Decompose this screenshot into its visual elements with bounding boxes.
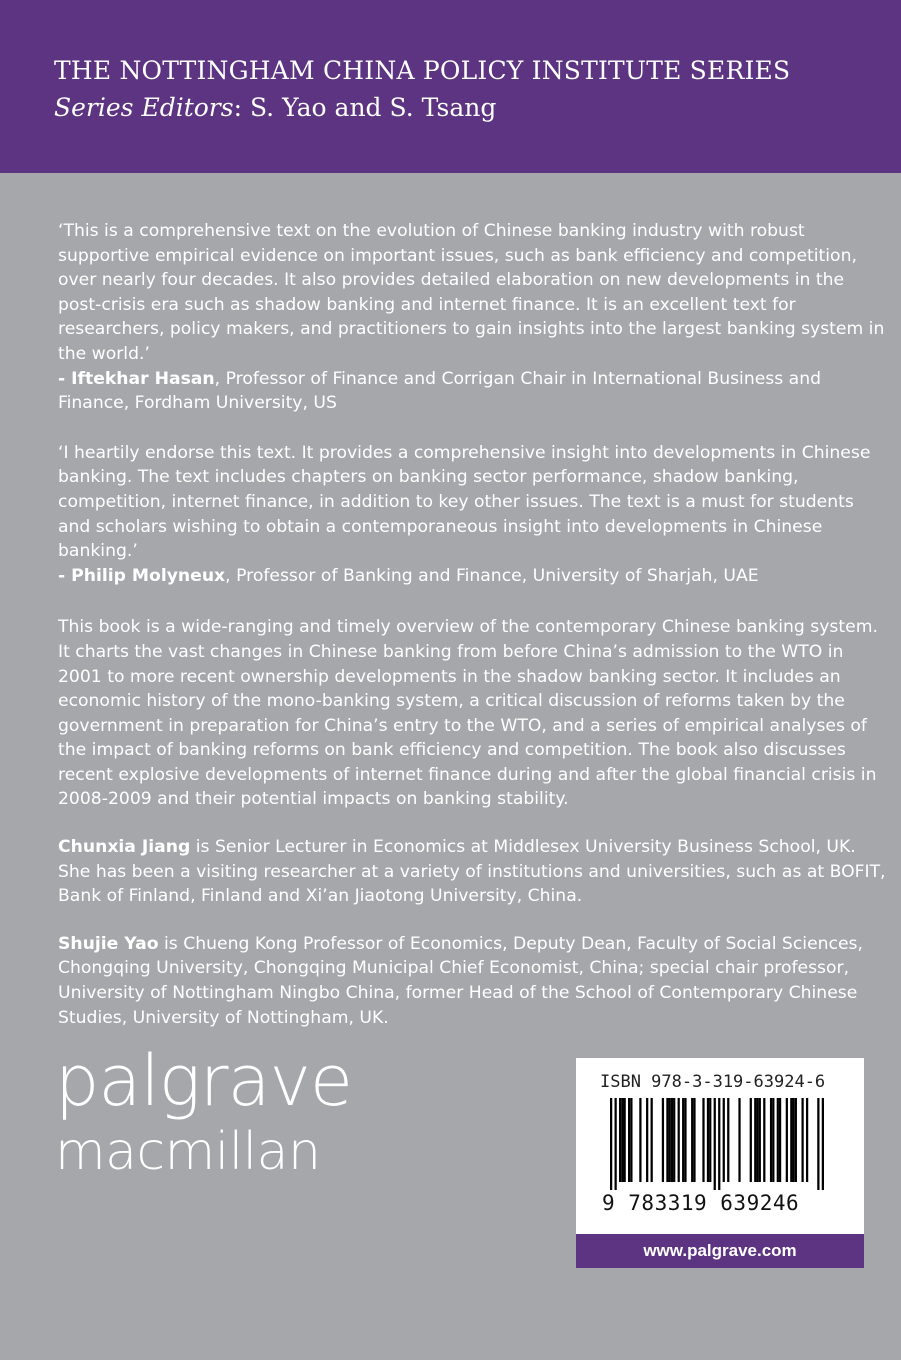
barcode-bar (790, 1098, 792, 1182)
barcode-bar (707, 1098, 709, 1182)
barcode-bar (763, 1098, 765, 1182)
author-bio-2 (58, 932, 888, 1030)
barcode-bar (786, 1098, 788, 1182)
endorser-affiliation: , Professor of Banking and Finance, University of Sharjah, UAE (225, 565, 759, 586)
barcode-bar (806, 1098, 808, 1182)
barcode-bar (817, 1098, 819, 1190)
endorsement-1 (58, 219, 888, 416)
barcode-bar (702, 1098, 704, 1182)
barcode-bar (718, 1098, 720, 1190)
back-cover-text (58, 219, 888, 1030)
series-title: THE NOTTINGHAM CHINA POLICY INSTITUTE SERIES (54, 56, 791, 85)
barcode-bar (779, 1098, 781, 1182)
barcode-bar (738, 1098, 740, 1182)
barcode-bar (801, 1098, 803, 1182)
series-header (0, 0, 901, 173)
barcode-bar (673, 1098, 675, 1182)
barcode-bar (693, 1098, 695, 1182)
author-bio-1 (58, 835, 888, 909)
barcode-bar (624, 1098, 626, 1182)
barcode-bar (792, 1098, 794, 1182)
barcode-bar (621, 1098, 623, 1182)
publisher-logo-line2: macmillan (55, 1122, 321, 1182)
barcode-bar (709, 1098, 711, 1182)
endorsement-dash: - (58, 368, 72, 389)
series-editors (54, 93, 496, 122)
author-bio: is Senior Lecturer in Economics at Middlesex University Business School, UK. She has been a visiting researcher at a variety of institutions and universities, such as at BOFIT, Bank of Finland, Finland and Xi’an Jiaotong University, China. (58, 837, 886, 907)
barcode-bar (714, 1098, 716, 1190)
author-name: Shujie Yao (58, 933, 159, 954)
barcode-bar (754, 1098, 756, 1182)
barcode-bar (777, 1098, 779, 1182)
barcode-bar (795, 1098, 797, 1182)
barcode-bar (610, 1098, 612, 1190)
publisher-logo (55, 1040, 352, 1187)
barcode-bar (723, 1098, 725, 1182)
endorsement-2 (58, 441, 888, 589)
barcode-bar (669, 1098, 671, 1182)
barcode-bar (671, 1098, 673, 1182)
endorsement-quote: ‘This is a comprehensive text on the evolution of Chinese banking industry with robust supportive empirical evidence on important issues, such as bank efficiency and competition, over nearly four decades. It also provides detailed elaboration on new developments in the post-crisis era such as shadow banking and internet finance. It is an excellent text for researchers, policy makers, and practitioners to gain insights into the largest banking system in the world.’ (58, 221, 885, 364)
endorser-affiliation: , Professor of Finance and Corrigan Chair in International Business and Finance, Fordham University, US (58, 368, 822, 414)
barcode-bar (691, 1098, 693, 1182)
barcode-bar (682, 1098, 684, 1182)
barcode-bar (759, 1098, 761, 1182)
barcode-bar (615, 1098, 617, 1190)
barcode-bar (646, 1098, 648, 1182)
barcode-bar (666, 1098, 668, 1182)
barcode-bar (630, 1098, 632, 1182)
isbn-label: ISBN 978-3-319-63924-6 (600, 1072, 826, 1092)
barcode-bar (639, 1098, 641, 1182)
barcode-digits: 9 783319 639246 (602, 1191, 800, 1215)
barcode-bar (651, 1098, 653, 1182)
barcode-icon (610, 1098, 824, 1190)
barcode-bar (684, 1098, 686, 1182)
barcode-bar (678, 1098, 680, 1182)
barcode-bar (750, 1098, 752, 1182)
endorsement-dash: - (58, 565, 72, 586)
barcode-bar (770, 1098, 772, 1182)
barcode-bar (756, 1098, 758, 1182)
publisher-url[interactable]: www.palgrave.com (576, 1234, 864, 1268)
book-description: This book is a wide-ranging and timely overview of the contemporary Chinese banking system. It charts the vast changes in Chinese banking from before China’s admission to the WTO in 2001 to more recent ownership developments in the shadow banking sector. It includes an economic history of the mono-banking system, a critical discussion of reforms taken by the government in preparation for China’s entry to the WTO, and a series of empirical analyses of the impact of banking reforms on bank efficiency and competition. The book also discusses recent explosive developments of internet finance during and after the global financial crisis in 2008-2009 and their potential impacts on banking stability. (58, 617, 878, 810)
barcode-bar (727, 1098, 729, 1182)
endorser-name: Philip Molyneux (71, 565, 226, 586)
author-name: Chunxia Jiang (58, 837, 191, 858)
barcode-bar (662, 1098, 664, 1182)
series-editors-label: Series Editors (54, 93, 234, 122)
isbn-barcode-box (576, 1058, 864, 1234)
barcode-bar (619, 1098, 621, 1182)
endorsement-quote: ‘I heartily endorse this text. It provides a comprehensive insight into developments in Chinese banking. The text includes chapters on banking sector performance, shadow banking, competition, internet finance, in addition to key other issues. The text is a must for students and scholars wishing to obtain a contemporaneous insight into developments in Chinese banking.’ (58, 442, 871, 562)
barcode-bar (822, 1098, 824, 1190)
publisher-logo-line1: palgrave (55, 1040, 352, 1122)
barcode-bar (628, 1098, 630, 1182)
endorser-name: Iftekhar Hasan (71, 368, 215, 389)
barcode-bar (772, 1098, 774, 1182)
author-bio: is Chueng Kong Professor of Economics, Deputy Dean, Faculty of Social Sciences, Chongqing University, Chongqing Municipal Chief Economist, China; special chair professor, University of Nottingham Ningbo China, former Head of the School of Contemporary Chinese Studies, University of Nottingham, UK. (58, 933, 863, 1028)
series-editors-names: : S. Yao and S. Tsang (233, 93, 497, 122)
